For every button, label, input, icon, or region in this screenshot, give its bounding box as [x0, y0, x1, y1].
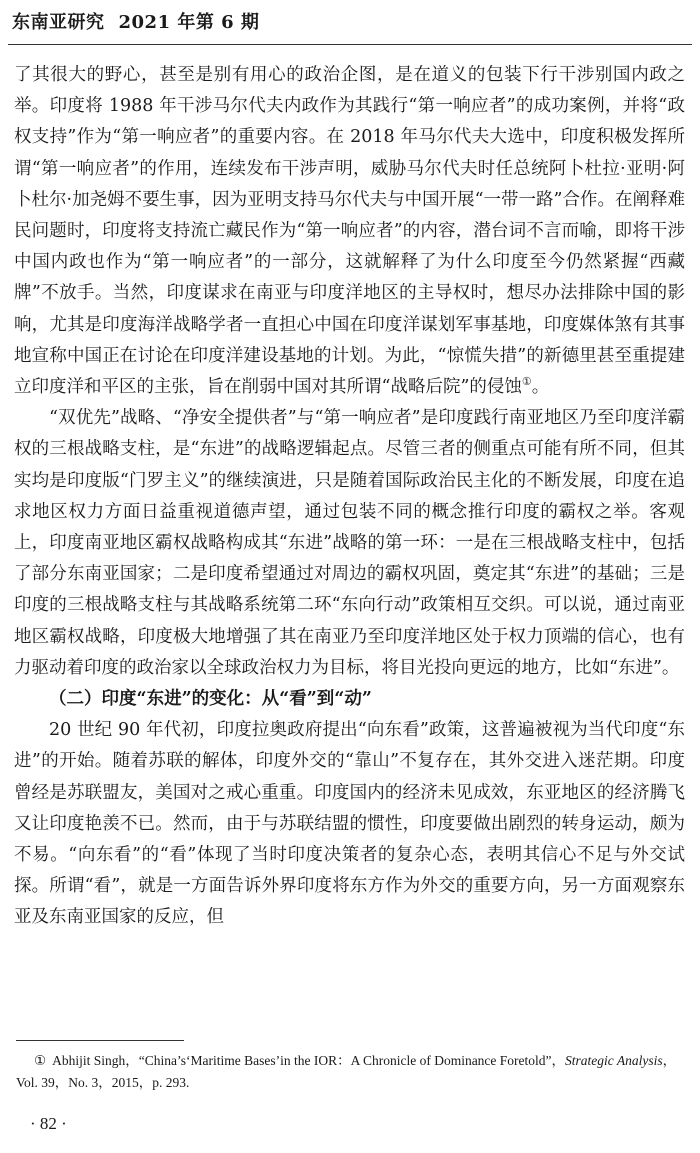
footnote-text-after: ，Vol. 39，No. 3，2015，p. 293. [16, 1053, 677, 1090]
footnote-marker: ① [34, 1053, 47, 1068]
issue-label: 2021 年第 6 期 [118, 12, 260, 33]
footnote [16, 1050, 684, 1094]
header-rule [8, 44, 692, 45]
page-number: · 82 · [30, 1114, 67, 1133]
journal-name: 东南亚研究 [12, 12, 105, 33]
paragraph-1-text: 了其很大的野心，甚至是别有用心的政治企图，是在道义的包装下行干涉别国内政之举。印度将 1988 年干涉马尔代夫内政作为其践行“第一响应者”的成功案例，并将“政权支持”作为“第一响应者”的重要内容。在 2018 年马尔代夫大选中，印度积极发挥所谓“第一响应者”的作用，连续发布干涉声明，威胁马尔代夫时任总统阿卜杜拉·亚明·阿卜杜尔·加尧姆不要生事，因为亚明支持马尔代夫与中国开展“一带一路”合作。在阐释难民问题时，印度将支持流亡藏民作为“第一响应者”的内容，潜台词不言而喻，即将干涉中国内政也作为“第一响应者”的一部分，这就解释了为什么印度至今仍然紧握“西藏牌”不放手。当然，印度谋求在南亚与印度洋地区的主导权时，想尽办法排除中国的影响，尤其是印度海洋战略学者一直担心中国在印度洋谋划军事基地，印度媒体煞有其事地宣称中国正在讨论在印度洋建设基地的计划。为此，“惊慌失措”的新德里甚至重提建立印度洋和平区的主张，旨在削弱中国对其所谓“战略后院”的侵蚀 [14, 65, 685, 398]
paragraph-1 [14, 60, 685, 403]
section-subheading: （二）印度“东进”的变化：从“看”到“动” [49, 689, 372, 710]
article-body [14, 60, 685, 934]
paragraph-1-end: 。 [531, 377, 550, 398]
footnote-journal-title: Strategic Analysis [565, 1053, 663, 1068]
paragraph-3: 20 世纪 90 年代初，印度拉奥政府提出“向东看”政策，这普遍被视为当代印度“东进”的开始。随着苏联的解体，印度外交的“靠山”不复存在，其外交进入迷茫期。印度曾经是苏联盟友，美国对之戒心重重。印度国内的经济未见成效，东亚地区的经济腾飞又让印度艳羡不已。然而，由于与苏联结盟的惯性，印度要做出剧烈的转身运动，颇为不易。“向东看”的“看”体现了当时印度决策者的复杂心态，表明其信心不足与外交试探。所谓“看”，就是一方面告诉外界印度将东方作为外交的重要方向，另一方面观察东亚及东南亚国家的反应，但 [14, 720, 685, 928]
footnote-rule [16, 1040, 184, 1041]
paragraph-2: “双优先”战略、“净安全提供者”与“第一响应者”是印度践行南亚地区乃至印度洋霸权的三根战略支柱，是“东进”的战略逻辑起点。尽管三者的侧重点可能有所不同，但其实均是印度版“门罗主义”的继续演进，只是随着国际政治民主化的不断发展，印度在追求地区权力方面日益重视道德声望，通过包装不同的概念推行印度的霸权之举。客观上，印度南亚地区霸权战略构成其“东进”战略的第一环：一是在三根战略支柱中，包括了部分东南亚国家；二是印度希望通过对周边的霸权巩固，奠定其“东进”的基础；三是印度的三根战略支柱与其战略系统第二环“东向行动”政策相互交织。可以说，通过南亚地区霸权战略，印度极大地增强了其在南亚乃至印度洋地区处于权力顶端的信心，也有力驱动着印度的政治家以全球政治权力为目标，将目光投向更远的地方，比如“东进”。 [14, 408, 685, 678]
running-header [12, 8, 259, 34]
footnote-reference: ① [521, 375, 532, 389]
footnote-text-before: Abhijit Singh，“China’s‘Maritime Bases’in the IOR：A Chronicle of Dominance Foretold”， [52, 1053, 566, 1068]
